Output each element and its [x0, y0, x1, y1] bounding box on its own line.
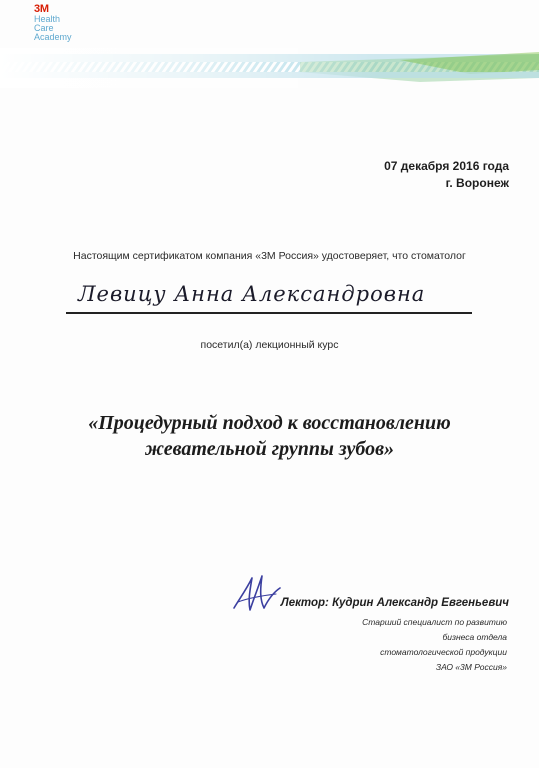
logo-line-care: Care	[34, 23, 54, 33]
issue-date: 07 декабря 2016 года	[384, 159, 509, 173]
name-underline	[66, 312, 472, 314]
logo-3m-mark: 3M	[34, 3, 49, 15]
position-line-2: бизнеса отдела	[442, 632, 507, 642]
course-title-line-1: «Процедурный подход к восстановлению	[88, 412, 451, 434]
decorative-stripe-band	[0, 48, 539, 88]
attended-text: посетил(а) лекционный курс	[200, 339, 339, 351]
course-title-line-2: жевательной группы зубов»	[144, 438, 395, 460]
brand-logo	[34, 4, 154, 42]
recipient-name-field	[66, 282, 472, 318]
position-line-3: стоматологической продукции	[380, 647, 507, 657]
lecturer-position	[362, 615, 507, 675]
course-title	[0, 410, 539, 462]
position-line-1: Старший специалист по развитию	[362, 617, 507, 627]
logo-line-health: Health	[34, 14, 61, 24]
recipient-name: Левицу Анна Александровна	[78, 282, 426, 306]
issue-city: г. Воронеж	[445, 176, 509, 190]
lecturer-name: Лектор: Кудрин Александр Евгеньевич	[280, 597, 509, 609]
position-line-4: ЗАО «3М Россия»	[435, 662, 507, 672]
date-city-block	[384, 158, 509, 192]
lecturer-signature	[226, 568, 286, 618]
logo-line-academy: Academy	[34, 32, 72, 42]
intro-text: Настоящим сертификатом компания «3М Россия» удостоверяет, что стоматолог	[73, 250, 466, 262]
